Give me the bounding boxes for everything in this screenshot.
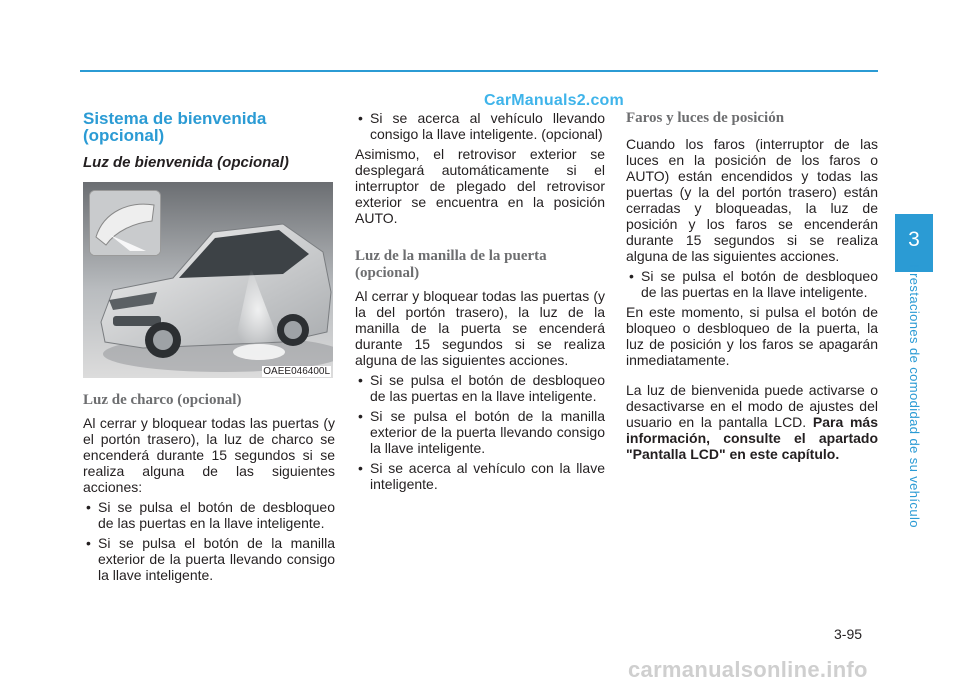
list-item: • Si se pulsa el botón de desbloqueo de las puertas en la llave inteligente. — [626, 268, 878, 300]
watermark-bottom: carmanualsonline.info — [628, 657, 868, 682]
section-title: Sistema de bienvenida (opcional) — [83, 109, 267, 145]
lock-text: En este momento, si pulsa el botón de bloqueo o desbloqueo de la puerta, la luz de posición y los faros se apagarán inmediatamente. — [626, 304, 878, 368]
lamps-heading: Faros y luces de posición — [626, 110, 785, 126]
list-item: • Si se pulsa el botón de la manilla exterior de la puerta llevando consigo la llave inteligente. — [355, 408, 605, 456]
puddle-lamp-text: Al cerrar y bloquear todas las puertas (y el portón trasero), la luz de charco se encenderá durante 15 segundos si se realiza alguna de las siguientes acciones: — [83, 415, 335, 495]
chapter-tab: 3 — [895, 214, 933, 272]
mirror-detail-inset — [89, 190, 161, 256]
lamps-text: Cuando los faros (interruptor de las luces en la posición de los faros o AUTO) están encendidos y todas las puertas (y la del portón trasero) están cerradas y bloqueadas, la luz de posición y los faros se encenderán durante 15 segundos si se realiza alguna de las siguientes acciones. — [626, 136, 878, 264]
approach-list — [355, 110, 605, 142]
list-item: • Si se pulsa el botón de desbloqueo de las puertas en la llave inteligente. — [83, 499, 335, 531]
list-item: • Si se pulsa el botón de la manilla exterior de la puerta llevando consigo la llave inteligente. — [83, 535, 335, 583]
settings-text — [626, 382, 878, 462]
list-item: • Si se pulsa el botón de desbloqueo de las puertas en la llave inteligente. — [355, 372, 605, 404]
list-item: • Si se acerca al vehículo con la llave inteligente. — [355, 460, 605, 492]
chapter-title: Prestaciones de comodidad de su vehículo — [907, 264, 922, 528]
page-number: 3-95 — [834, 626, 863, 642]
settings-text-regular: La luz de bienvenida puede activarse o desactivarse en el modo de ajustes del usuario en la pantalla LCD. — [626, 382, 878, 430]
door-handle-heading: Luz de la manilla de la puerta (opcional) — [355, 248, 547, 281]
door-handle-list — [355, 372, 605, 492]
chapter-title-vertical — [906, 264, 926, 534]
column-1 — [83, 110, 335, 587]
puddle-lamp-heading: Luz de charco (opcional) — [83, 392, 242, 408]
column-2 — [355, 110, 605, 496]
door-handle-text: Al cerrar y bloquear todas las puertas (y la del portón trasero), la luz de la manilla de la puerta se encenderá durante 15 segundos si se realiza alguna de las siguientes acciones. — [355, 288, 605, 368]
column-3 — [626, 110, 878, 462]
car-illustration — [83, 182, 333, 378]
subsection-title: Luz de bienvenida (opcional) — [83, 154, 289, 171]
list-item: • Si se acerca al vehículo llevando consigo la llave inteligente. (opcional) — [355, 110, 605, 142]
watermark-top: CarManuals2.com — [484, 92, 624, 109]
settings-text-bold: Para más información, consulte el apartado "Pantalla LCD" en este capítulo. — [626, 414, 878, 462]
figure-code: OAEE046400L — [263, 366, 330, 377]
lamps-list — [626, 268, 878, 300]
mirror-text: Asimismo, el retrovisor exterior se desplegará automáticamente si el interruptor de plegado del retrovisor exterior se encuentra en la posición AUTO. — [355, 146, 605, 226]
header-rule — [80, 70, 878, 72]
puddle-lamp-list — [83, 499, 335, 583]
